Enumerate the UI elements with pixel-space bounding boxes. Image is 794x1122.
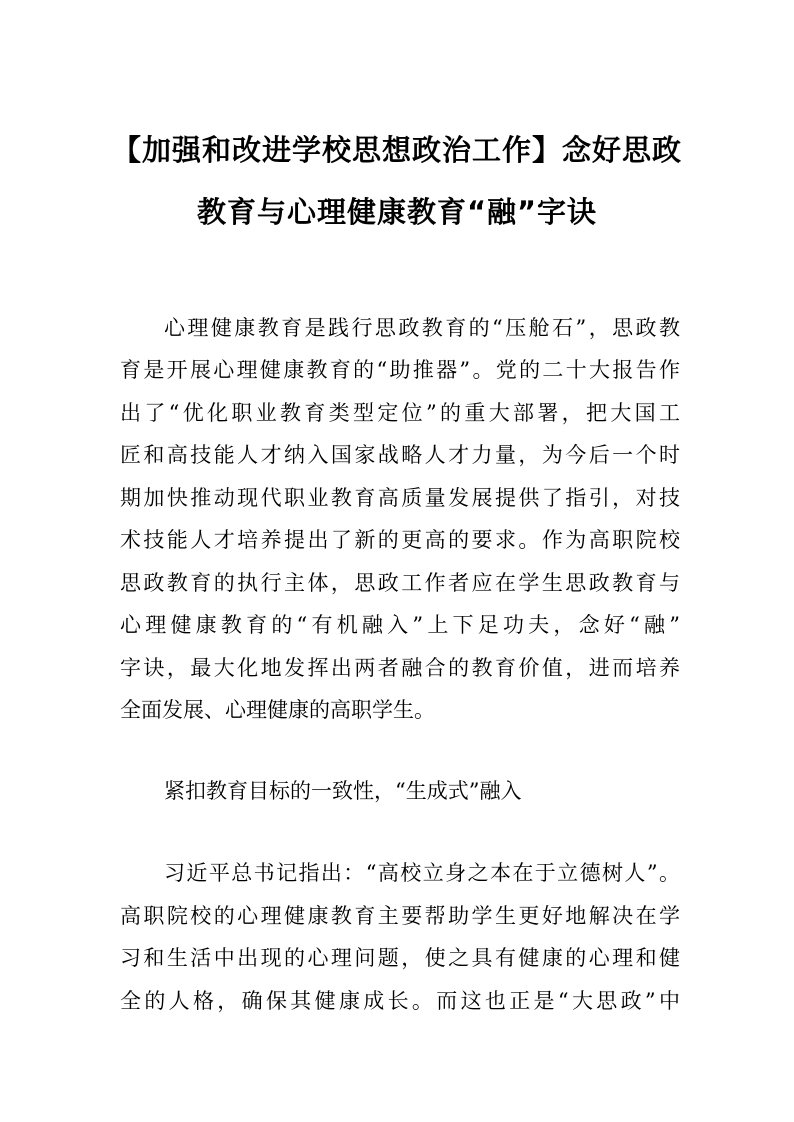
paragraph-line: 心理健康教育的“有机融入”上下足功夫，念好“融” [120,613,680,637]
title-line-1: 【加强和改进学校思想政治工作】念好思政 [111,133,682,167]
paragraph-line: 匠和高技能人才纳入国家战略人才力量，为今后一个时 [120,443,680,467]
paragraph-line: 习近平总书记指出：“高校立身之本在于立德树人”。 [164,861,680,885]
paragraph-line: 思政教育的执行主体，思政工作者应在学生思政教育与 [120,571,680,595]
paragraph-line: 出了“优化职业教育类型定位”的重大部署，把大国工 [120,401,680,425]
paragraph-line: 心理健康教育是践行思政教育的“压舱石”，思政教 [164,316,680,340]
paragraph-line: 术技能人才培养提出了新的更高的要求。作为高职院校 [120,528,680,552]
paragraph-line: 高职院校的心理健康教育主要帮助学生更好地解决在学 [120,904,680,928]
title-line-2: 教育与心理健康教育“融”字诀 [196,195,598,229]
paragraph-line: 全的人格，确保其健康成长。而这也正是“大思政”中 [120,989,680,1013]
paragraph-line: 习和生活中出现的心理问题，使之具有健康的心理和健 [120,946,680,970]
paragraph-line: 字诀，最大化地发挥出两者融合的教育价值，进而培养 [120,656,680,680]
section-heading: 紧扣教育目标的一致性，“生成式”融入 [164,779,522,803]
paragraph-line: 全面发展、心理健康的高职学生。 [120,698,435,722]
paragraph-line: 育是开展心理健康教育的“助推器”。党的二十大报告作 [120,358,680,382]
paragraph-line: 期加快推动现代职业教育高质量发展提供了指引，对技 [120,486,680,510]
